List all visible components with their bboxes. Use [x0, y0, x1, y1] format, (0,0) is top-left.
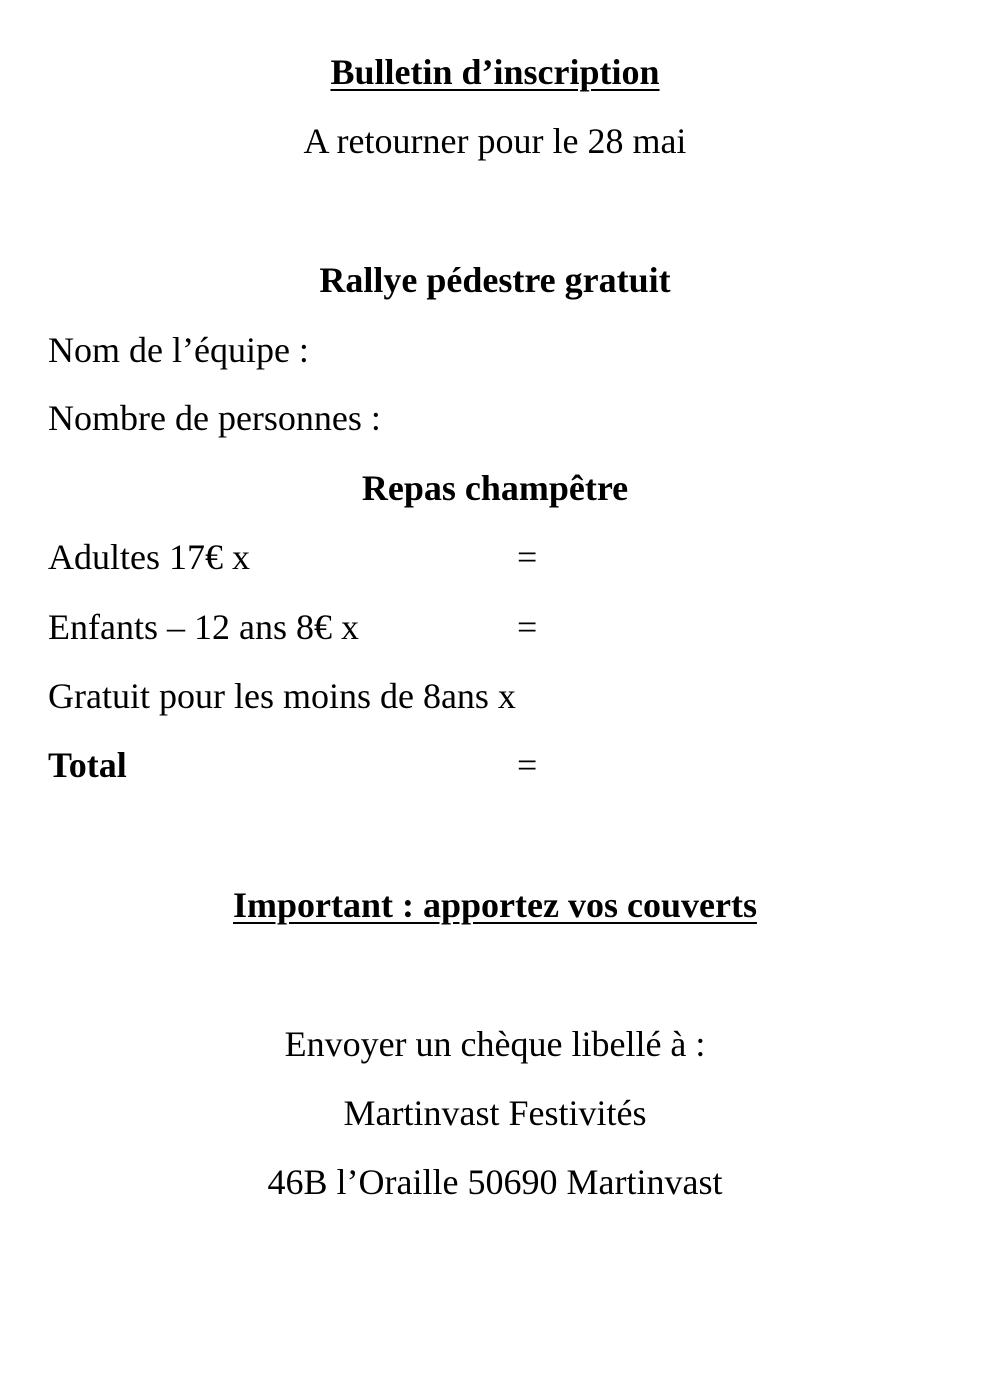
- important-notice: Important : apportez vos couverts: [233, 885, 757, 925]
- people-count-label: Nombre de personnes :: [48, 398, 381, 438]
- total-equals-sign: =: [517, 745, 538, 785]
- children-equals-sign: =: [517, 607, 538, 647]
- children-price-label: Enfants – 12 ans 8€ x: [48, 607, 359, 647]
- payee-address: 46B l’Oraille 50690 Martinvast: [267, 1162, 723, 1202]
- meal-heading: Repas champêtre: [361, 468, 629, 508]
- payment-instruction: Envoyer un chèque libellé à :: [284, 1024, 706, 1064]
- free-under-8-label: Gratuit pour les moins de 8ans x: [48, 676, 516, 716]
- payee-name: Martinvast Festivités: [343, 1093, 647, 1133]
- return-deadline: A retourner pour le 28 mai: [303, 121, 687, 161]
- adults-price-label: Adultes 17€ x: [48, 537, 250, 577]
- form-title: Bulletin d’inscription: [330, 52, 660, 92]
- team-name-label: Nom de l’équipe :: [48, 330, 309, 370]
- adults-equals-sign: =: [517, 537, 538, 577]
- total-label: Total: [48, 745, 127, 785]
- rally-heading: Rallye pédestre gratuit: [319, 260, 671, 300]
